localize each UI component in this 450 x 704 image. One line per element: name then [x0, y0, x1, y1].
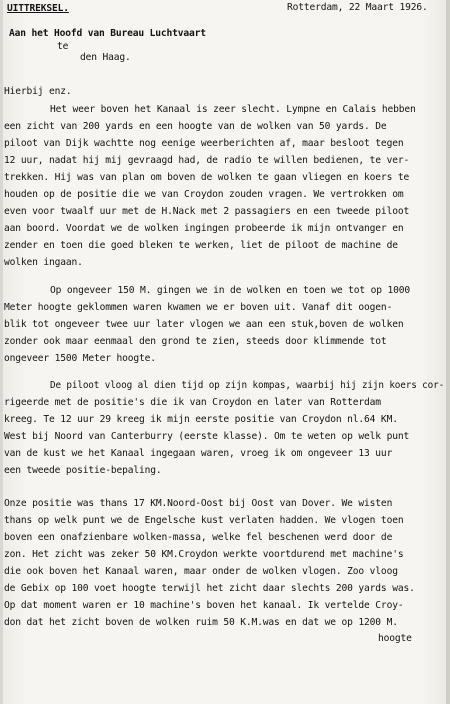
document-label: UITTREKSEL.	[7, 3, 69, 14]
place-date: Rotterdam, 22 Maart 1926.	[287, 2, 428, 13]
body-line: houden op de positie die we van Croydon zouden vragen. We vertrokken om	[4, 189, 404, 200]
body-line: Op dat moment waren er 10 machine's boven het kanaal. Ik vertelde Croy-	[4, 600, 404, 611]
body-line: een tweede positie-bepaling.	[4, 465, 162, 476]
body-line: thans op welk punt we de Engelsche kust verlaten hadden. We vlogen toen	[4, 515, 404, 526]
address-line-1: Aan het Hoofd van Bureau Luchtvaart	[9, 28, 206, 39]
address-line-2: te	[57, 41, 69, 52]
body-line: een zicht van 200 yards en een hoogte van de wolken van 50 yards. De	[4, 121, 387, 132]
body-line: kreeg. Te 12 uur 29 kreeg ik mijn eerste positie van Croydon nl.64 KM.	[4, 414, 398, 425]
address-line-3: den Haag.	[80, 52, 131, 63]
body-line: zender en toen die goed bleken te werken, liet de piloot de machine de	[4, 240, 398, 251]
scan-edge-left	[0, 0, 3, 704]
body-line: rigeerde met de positie's die ik van Croydon en later van Rotterdam	[4, 397, 381, 408]
scan-edge-right	[446, 0, 450, 704]
body-line: even voor twaalf uur met de H.Nack met 2 passagiers en een tweede piloot	[4, 206, 410, 217]
body-line: aan boord. Voordat we de wolken ingingen probeerde ik mijn ontvanger en	[4, 223, 404, 234]
body-line: de Gebix op 100 voet hoogte terwijl het zicht daar slechts 200 yards was.	[4, 583, 415, 594]
body-line: wolken ingaan.	[4, 257, 83, 268]
body-line: Meter hoogte geklommen waren kwamen we er boven uit. Vanaf dit oogen-	[4, 302, 393, 313]
body-line: Het weer boven het Kanaal is zeer slecht. Lympne en Calais hebben	[50, 104, 416, 115]
body-line: zonder ook maar eenmaal den grond te zien, steeds door klimmende tot	[4, 336, 387, 347]
body-line: trekken. Hij was van plan om boven de wolken te gaan vliegen en koers te	[4, 172, 410, 183]
body-line: zon. Het zicht was zeker 50 KM.Croydon werkte voortdurend met machine's	[4, 549, 404, 560]
body-line: blik tot ongeveer twee uur later vlogen we aan een stuk,boven de wolken	[4, 319, 404, 330]
body-line: van de kust we het Kanaal ingegaan waren, vroeg ik om ongeveer 13 uur	[4, 448, 393, 459]
body-line: don dat het zicht boven de wolken ruim 50 K.M.was en dat we op 1200 M.	[4, 617, 398, 628]
body-line: piloot van Dijk wachtte nog eenige weerberichten af, maar besloot tegen	[4, 138, 404, 149]
body-line: West bij Noord van Canterburry (eerste klasse). Om te weten op welk punt	[4, 431, 410, 442]
salutation: Hierbij enz.	[4, 86, 72, 97]
body-line: Op ongeveer 150 M. gingen we in de wolken en toen we tot op 1000	[50, 285, 411, 296]
body-line: Onze positie was thans 17 KM.Noord-Oost bij Oost van Dover. We wisten	[4, 498, 393, 509]
body-line: boven een onafzienbare wolken-massa, welke fel beschenen werd door de	[4, 532, 393, 543]
body-line: die ook boven het Kanaal waren, maar onder de wolken vlogen. Zoo vloog	[4, 566, 398, 577]
body-line: ongeveer 1500 Meter hoogte.	[4, 353, 156, 364]
body-line: 12 uur, nadat hij mij gevraagd had, de radio te willen bedienen, te ver-	[4, 155, 410, 166]
body-line: De piloot vloog al dien tijd op zijn kompas, waarbij hij zijn koers cor-	[50, 380, 445, 391]
body-line: hoogte	[378, 633, 412, 644]
